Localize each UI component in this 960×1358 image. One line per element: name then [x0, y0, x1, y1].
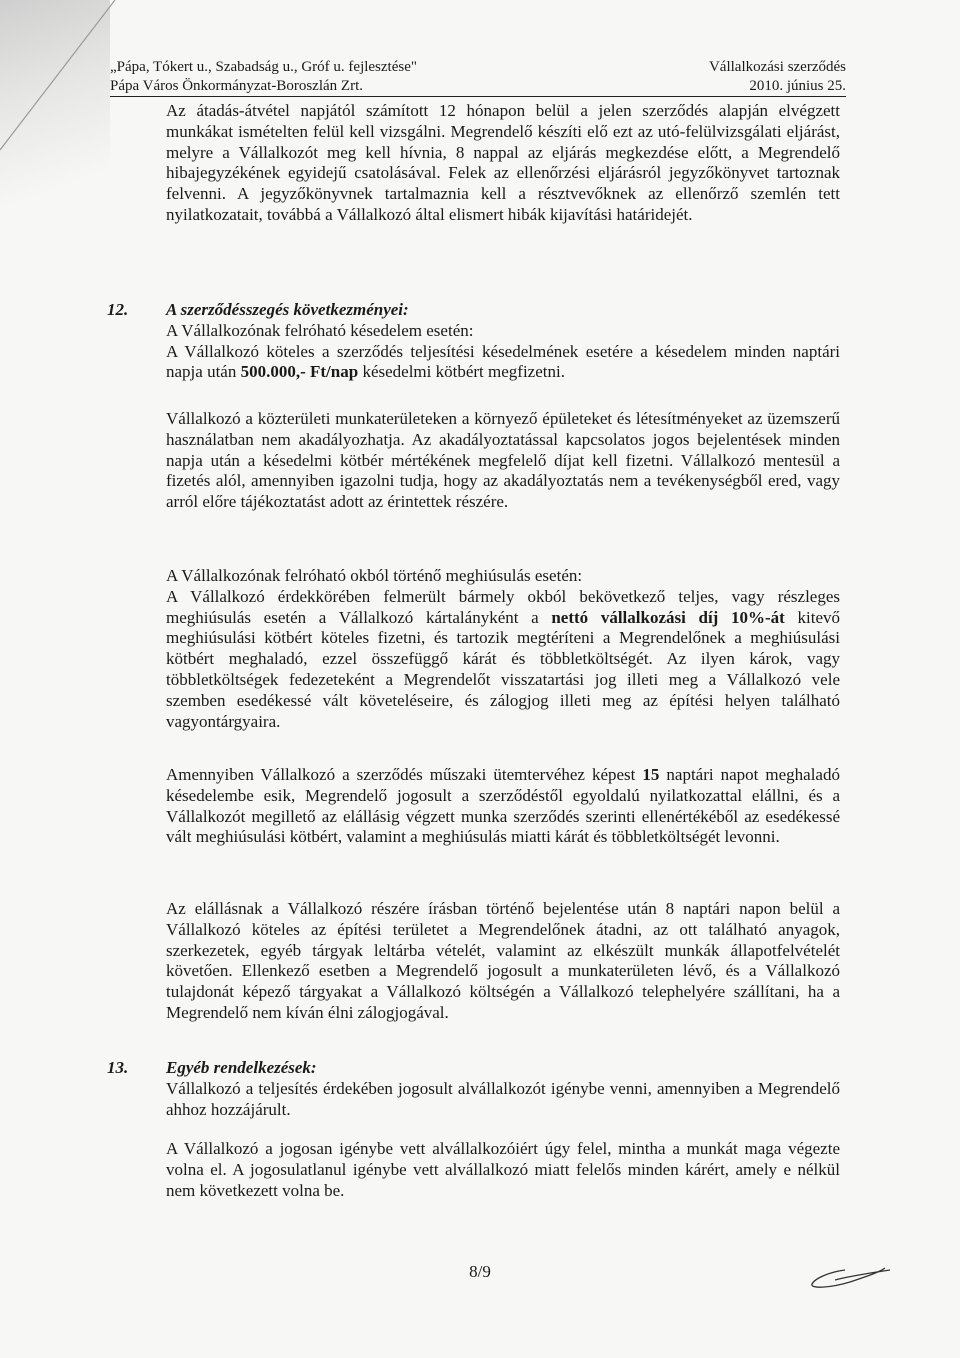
header-parties: Pápa Város Önkormányzat-Boroszlán Zrt. [110, 78, 363, 94]
section-12-handover-paragraph: Az elállásnak a Vállalkozó részére írásban történő bejelentése után 8 naptári napon belül a Vállalkozó köteles az építési területet a Megrendelőnek átadni, az ott található anyagok, szerkezetek, egyéb tárgyak leltárba vételét, valamint az elkészült munkák állapotfelvételét követően. Ellenkező esetben a Megrendelő jogosult a munkaterületen lévő, és a Vállalkozó tulajdonát képező tárgyakat a Vállalkozó költségén a Vállalkozó telephelyére szállítani, ha a Megrendelő nem kíván élni zálogjogával. [166, 899, 840, 1022]
section-12-frustration-heading: A Vállalkozónak felróható okból történő meghiúsulás esetén: [166, 566, 583, 585]
section-12-withdrawal-paragraph: Amennyiben Vállalkozó a szerződés műszaki ütemtervéhez képest 15 naptári napot meghaladó késedelembe esik, Megrendelő jogosult a szerződéstől egyoldalú nyilatkozattal elállni, és a Vállalkozót megillető az elállásig végzett munka szerződés szerinti ellenértékéből az esedékessé vált meghiúsulási kötbért, valamint a meghiúsulás miatti kárát és többletköltségét levonni. [166, 765, 840, 847]
header-project-title: „Pápa, Tókert u., Szabadság u., Gróf u. fejlesztése" [110, 59, 417, 75]
section-13-block [166, 1058, 840, 1120]
signature-initials [790, 1258, 900, 1294]
section-13-number: 13. [107, 1058, 129, 1077]
section-13-subcontractor-paragraph: Vállalkozó a teljesítés érdekében jogosult alvállalkozót igénybe venni, amennyiben a Megrendelő ahhoz hozzájárult. [166, 1078, 840, 1119]
delay-days-threshold: 15 [642, 765, 660, 784]
folded-corner-edge [0, 0, 120, 200]
section-12-number: 12. [107, 300, 129, 319]
section-12-frustration-paragraph: A Vállalkozó érdekkörében felmerült bármely okból bekövetkező teljes, vagy részleges meghiúsulás esetén a Vállalkozó kártalányként a nettó vállalkozási díj 10%-át kitevő meghiúsulási kötbért köteles fizetni, és tartozik megtéríteni a Megrendelőnek a meghiúsulási kötbért meghaladó, ezzel összefüggő kárát és többletköltségét. Az ilyen károk, vagy többletköltségek fedezeteként a Megrendelőt visszatartási jog illeti meg a Vállalkozó vele szemben esedékessé vált követeléseire, és zálogjog illeti meg az építési helyen található vagyontárgyaira. [166, 586, 840, 731]
section-12-block [166, 300, 840, 383]
section-12-frustration-block [166, 566, 840, 732]
header-document-type: Vállalkozási szerződés [708, 59, 846, 75]
page-number: 8/9 [469, 1262, 491, 1281]
section-12-delay-heading: A Vállalkozónak felróható késedelem esetén: [166, 320, 474, 340]
section-12-delay-paragraph: A Vállalkozó köteles a szerződés teljesítési késedelmének esetére a késedelem minden naptári napja után 500.000,- Ft/nap késedelmi kötbért megfizetni. [166, 341, 840, 382]
intro-paragraph: Az átadás-átvétel napjától számított 12 hónapon belül a jelen szerződés alapján elvégzett munkákat ismételten felül kell vizsgálni. Megrendelő készíti elő ezt az utó-felülvizsgálati eljárást, melyre a Vállalkozót meg kell hívnia, 8 nappal az eljárás megkezdése előtt, a Megrendelő hibajegyzékének egyidejű csatolásával. Felek az ellenőrzési eljárásról jegyzőkönyvet tartoznak felvenni. A jegyzőkönyvnek tartalmaznia kell a résztvevőknek az ellenőrző szemlén tett nyilatkozatait, továbbá a Vállalkozó által elismert hibák kijavítási határidejét. [166, 101, 840, 224]
penalty-amount: 500.000,- Ft/nap [240, 362, 359, 382]
section-12-title: A szerződésszegés következményei: [166, 300, 409, 319]
frustration-penalty-rate: nettó vállalkozási díj 10%-át [551, 607, 785, 627]
section-12-obstruction-paragraph: Vállalkozó a közterületi munkaterületeken a környező épületeket és létesítményeket az üzemszerű használatban nem akadályozhatja. Az akadályoztatással kapcsolatos jogos bejelentések minden napja után a késedelmi kötbér mértékének megfelelő díjat kell fizetni. Vállalkozó mentesül a fizetés alól, amennyiben igazolni tudja, hogy az akadályoztatás nem a tevékenységből ered, vagy arról előre tájékoztatást adott az érintettek részére. [166, 409, 840, 512]
header-date: 2010. június 25. [749, 78, 846, 94]
section-13-liability-paragraph: A Vállalkozó a jogosan igénybe vett alvállalkozóiért úgy felel, mintha a munkát maga végezte volna el. A jogosulatlanul igénybe vett alvállalkozó miatt felelős minden kárért, amely e nélkül nem következett volna be. [166, 1139, 840, 1200]
section-13-title: Egyéb rendelkezések: [166, 1058, 317, 1077]
page-header [110, 58, 846, 97]
